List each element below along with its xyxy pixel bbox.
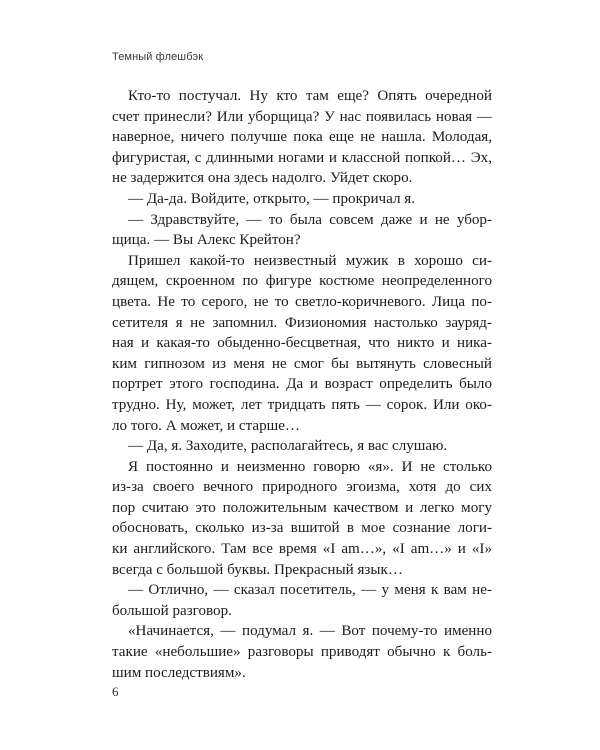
- text-line: трудно. Ну, может, лет тридцать пять — сорок. Или око-: [112, 396, 492, 413]
- paragraph: [112, 86, 492, 189]
- text-line: большой разговор.: [112, 602, 232, 619]
- text-line: «Начинается, — подумал я. — Вот почему-то именно: [128, 623, 492, 640]
- text-line: Я постоянно и неизменно говорю «я». И не столько: [128, 458, 492, 475]
- text-line: из-за своего вечного природного эгоизма, хотя до сих: [112, 479, 492, 496]
- text-line: щица. — Вы Алекс Крейтон?: [112, 232, 301, 249]
- text-line: портрет этого господина. Да и возраст определить было: [112, 376, 492, 393]
- text-line: шим последствиям».: [112, 664, 246, 681]
- text-line: не задержится она здесь надолго. Уйдет скоро.: [112, 170, 413, 187]
- page-number: 6: [112, 684, 119, 699]
- text-line: Кто-то постучал. Ну кто там еще? Опять очередной: [128, 88, 492, 104]
- text-line: пор считаю это положительным качеством и легко могу: [112, 499, 492, 516]
- text-line: — Да-да. Войдите, открыто, — прокричал я.: [128, 190, 416, 207]
- paragraph: [112, 436, 492, 457]
- text-line: — Отлично, — сказал посетитель, — у меня к вам не-: [128, 582, 492, 599]
- text-line: дящем, скроенном по фигуре костюме неопределенного: [112, 273, 492, 290]
- text-line: счет принесли? Или уборщица? У нас появилась новая —: [112, 108, 492, 125]
- text-line: наверное, ничего получше пока еще не нашла. Молодая,: [112, 129, 492, 146]
- text-line: цвета. Не то серого, не то светло-коричневого. Лица по-: [112, 293, 492, 310]
- text-line: обосновать, сколько из-за вшитой в мое сознание логи-: [112, 520, 492, 537]
- text-line: ки английского. Там все время «I am…», «I am…» и «I»: [112, 541, 492, 558]
- text-line: ким гипнозом из меня не смог бы вытянуть словесный: [112, 355, 492, 372]
- text-line: такие «небольшие» разговоры приводят обычно к боль-: [112, 644, 492, 661]
- paragraph: [112, 457, 492, 581]
- text-line: — Да, я. Заходите, располагайтесь, я вас слушаю.: [128, 438, 448, 455]
- text-line: Пришел какой-то неизвестный мужик в хорошо си-: [128, 252, 492, 269]
- text-line: ло того. А может, и старше…: [112, 417, 301, 434]
- paragraph: [112, 189, 492, 210]
- paragraph: [112, 580, 492, 621]
- body-text: [112, 86, 492, 683]
- running-head: Темный флешбэк: [112, 51, 204, 63]
- text-line: ная и какая-то обыденно-бесцветная, что никто и ника-: [112, 335, 492, 352]
- text-line: всегда с большой буквы. Прекрасный язык…: [112, 561, 403, 578]
- paragraph: [112, 251, 492, 436]
- text-line: сетителя я не запомнил. Физиономия настолько зауряд-: [112, 314, 492, 331]
- text-line: — Здравствуйте, — то была совсем даже и не убор-: [128, 211, 492, 228]
- text-line: фигуристая, с длинными ногами и классной попкой… Эх,: [112, 149, 492, 166]
- paragraph: [112, 621, 492, 683]
- paragraph: [112, 210, 492, 251]
